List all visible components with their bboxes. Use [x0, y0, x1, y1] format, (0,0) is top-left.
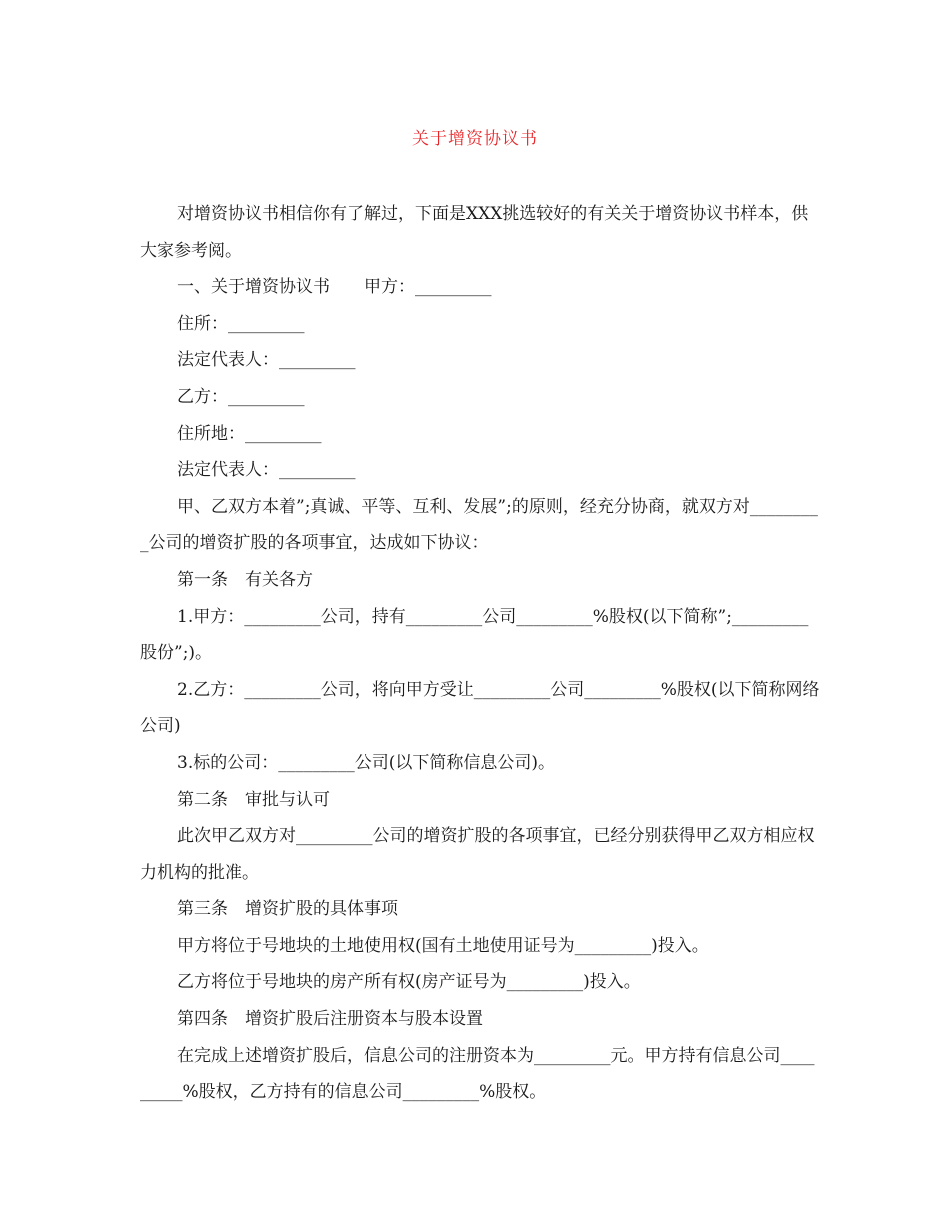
- paragraph-party-b-address: 住所地：_________: [177, 423, 322, 444]
- article-2-heading: 第二条 审批与认可: [177, 789, 330, 810]
- paragraph-intro: 对增资协议书相信你有了解过，下面是XXX挑选较好的有关关于增资协议书样本，供大家参考阅。: [140, 204, 809, 261]
- paragraph-party-a-representative: 法定代表人：_________: [177, 350, 356, 371]
- article-2-body: 此次甲乙双方对_________公司的增资扩股的各项事宜，已经分别获得甲乙双方相应权力机构的批准。: [140, 826, 815, 883]
- article-3-item-property: 乙方将位于号地块的房产所有权(房产证号为_________)投入。: [177, 972, 641, 993]
- paragraph-party-a: 一、关于增资协议书 甲方：_________: [177, 277, 492, 298]
- article-4-body: 在完成上述增资扩股后，信息公司的注册资本为_________元。甲方持有信息公司_________%股权，乙方持有的信息公司_________%股权。: [140, 1045, 815, 1103]
- paragraph-party-b: 乙方：_________: [177, 386, 305, 407]
- article-1-item-2: 2.乙方：_________公司，将向甲方受让_________公司_________%股权(以下简称网络公司): [140, 679, 820, 737]
- paragraph-party-a-address: 住所：_________: [177, 313, 305, 334]
- document-body: [140, 196, 820, 1111]
- article-1-item-1: 1.甲方：_________公司，持有_________公司_________%股权(以下简称”;_________股份”;)。: [140, 606, 809, 664]
- article-1-heading: 第一条 有关各方: [177, 569, 313, 590]
- paragraph-principles: 甲、乙双方本着”;真诚、平等、互利、发展”;的原则，经充分协商，就双方对_________公司的增资扩股的各项事宜，达成如下协议：: [140, 496, 818, 554]
- paragraph-party-b-representative: 法定代表人：_________: [177, 460, 356, 481]
- article-3-heading: 第三条 增资扩股的具体事项: [177, 899, 398, 920]
- article-4-heading: 第四条 增资扩股后注册资本与股本设置: [177, 1009, 483, 1030]
- article-3-item-land: 甲方将位于号地块的土地使用权(国有土地使用证号为_________)投入。: [177, 935, 709, 956]
- article-1-item-3: 3.标的公司：_________公司(以下简称信息公司)。: [177, 752, 555, 773]
- document-title: 关于增资协议书: [412, 129, 538, 149]
